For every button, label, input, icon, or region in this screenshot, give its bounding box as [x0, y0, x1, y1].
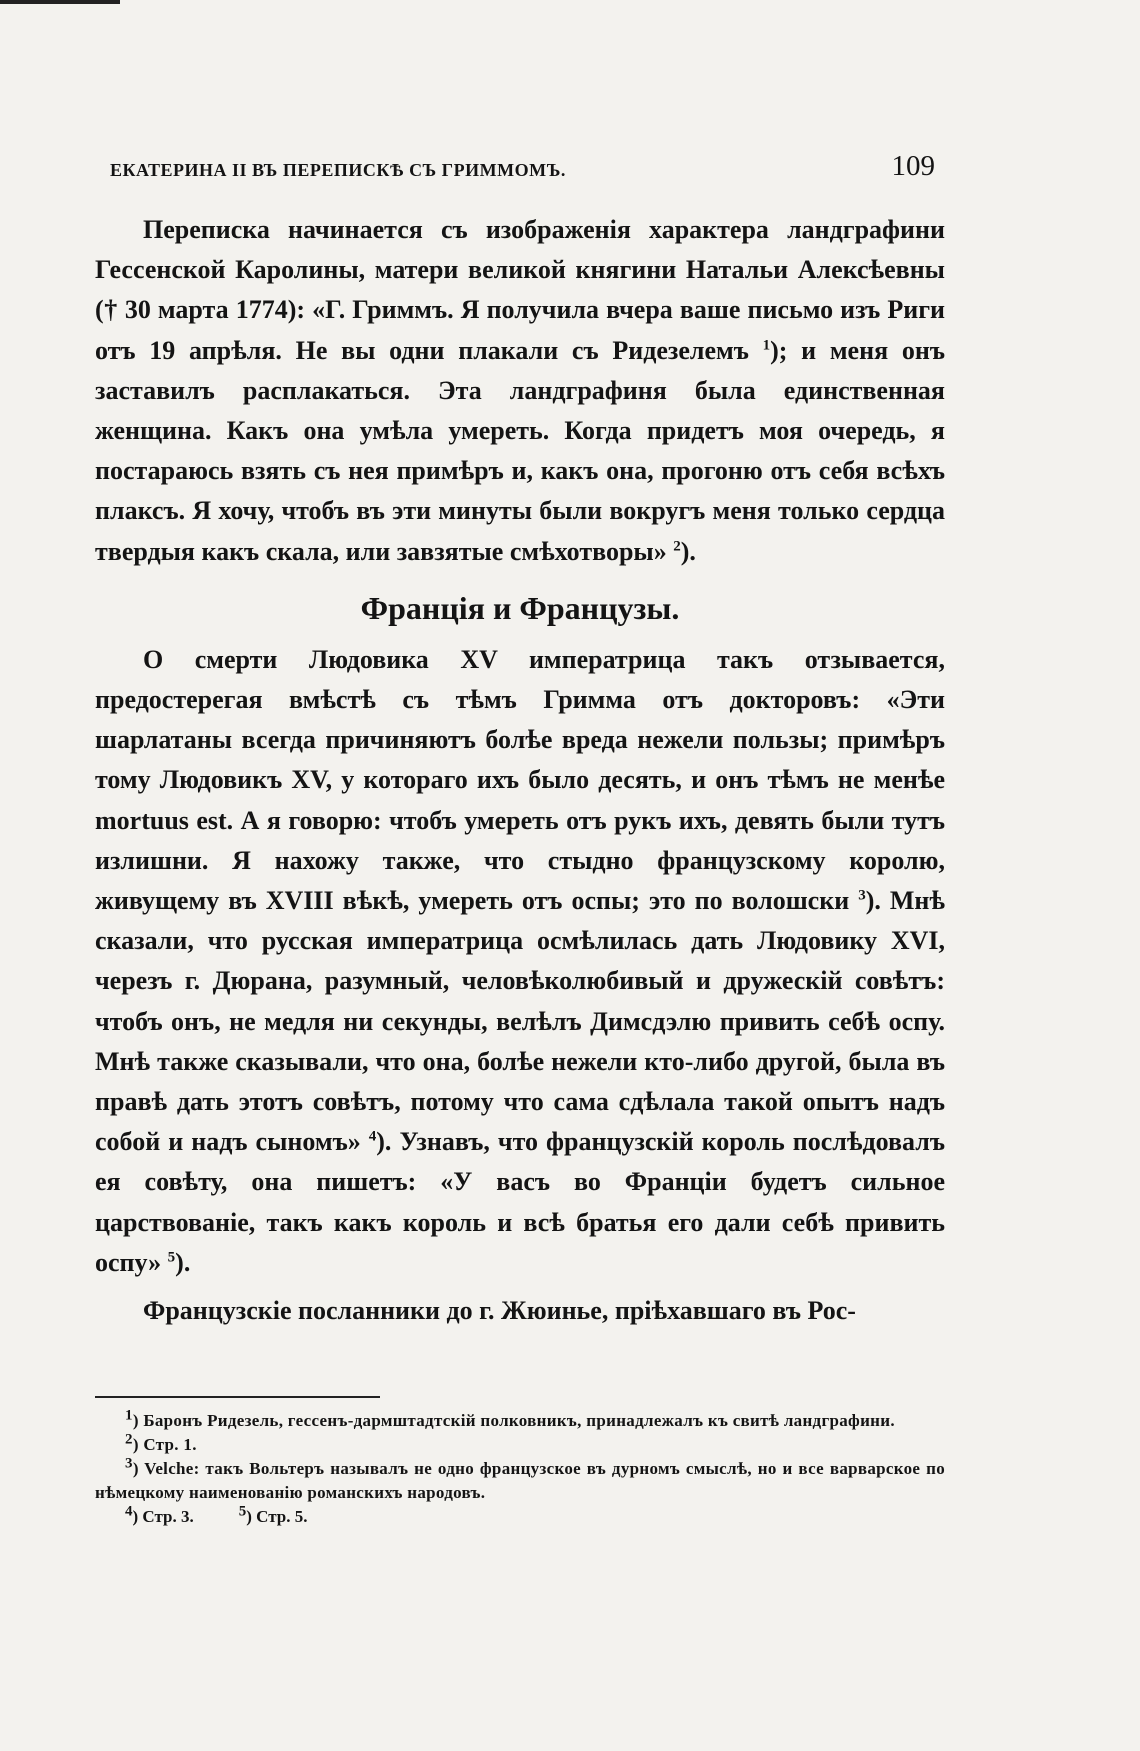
paragraph-1-text: Переписка начинается съ изображенія характера ландграфини Гессенской Каролины, матери великой княгини Натальи Алексѣевны († 30 марта 1774): «Г. Гриммъ. Я получила вчера ваше письмо изъ Риги отъ 19 апрѣля. Не вы одни плакали съ Ридезелемъ: [95, 215, 945, 365]
footnote-divider: [95, 1396, 380, 1398]
footnote-ref-5: 5: [167, 1249, 176, 1266]
footnote-ref-2: 2: [673, 537, 681, 554]
section-heading: Франція и Французы.: [360, 589, 680, 626]
footnote-2: [95, 1433, 945, 1457]
footnote-3: [95, 1457, 945, 1505]
footnote-4: [125, 1505, 194, 1529]
running-head: [95, 150, 945, 190]
footnote-3-text: ) Velche: такъ Вольтеръ называлъ не одно французское въ дурномъ смыслѣ, но и все варварское по нѣмецкому наименованію романскихъ народовъ.: [95, 1459, 945, 1502]
footnote-3-mark: 3: [125, 1455, 133, 1472]
footnote-ref-1: 1: [762, 336, 771, 353]
footnotes: [95, 1409, 945, 1529]
footnote-5: [239, 1505, 308, 1529]
paragraph-1-text-end: ).: [680, 536, 696, 566]
footnote-ref-4: 4: [368, 1128, 377, 1145]
footnote-1-text: ) Баронъ Ридезель, гессенъ-дармштадтскій полковникъ, принадлежалъ къ свитѣ ландграфини.: [132, 1411, 895, 1430]
paragraph-3: Французскіе посланники до г. Жюинье, пріѣхавшаго въ Рос-: [143, 1296, 856, 1326]
paragraph-2-text-b: ). Мнѣ сказали, что русская императрица осмѣлилась дать Людовику XVI, черезъ г. Дюрана, разумный, человѣколюбивый и дружескій совѣтъ: чтобъ онъ, не медля ни секунды, велѣлъ Димсдэлю привить себѣ оспу. Мнѣ также сказывали, что она, болѣе нежели кто-либо другой, была въ правѣ дать этотъ совѣтъ, потому что сама сдѣлала такой опытъ надъ собой и надъ сыномъ»: [95, 886, 945, 1157]
footnote-4-mark: 4: [125, 1503, 133, 1520]
running-title: ЕКАТЕРИНА II ВЪ ПЕРЕПИСКѢ СЪ ГРИММОМЪ.: [110, 160, 566, 180]
book-page: [95, 0, 945, 1751]
footnote-1: [95, 1409, 945, 1433]
paragraph-1: [95, 210, 945, 572]
footnote-2-text: ) Стр. 1.: [132, 1435, 197, 1454]
paragraph-2-text-d: ).: [175, 1247, 191, 1277]
paragraph-2-text-c: ). Узнавъ, что французскій король послѣдовалъ ея совѣту, она пишетъ: «У васъ во Франціи будетъ сильное царствованіе, такъ какъ король и всѣ братья его дали себѣ привить оспу»: [95, 1127, 945, 1277]
page-number: 109: [891, 150, 935, 182]
footnote-5-text: ) Стр. 5.: [246, 1507, 308, 1526]
paragraph-2-text-a: О смерти Людовика XV императрица такъ отзывается, предостерегая вмѣстѣ съ тѣмъ Гримма отъ докторовъ: «Эти шарлатаны всегда причиняютъ болѣе вреда нежели пользы; примѣръ тому Людовикъ XV, у котораго ихъ было десять, и онъ тѣмъ не менѣе mortuus est. А я говорю: чтобъ умереть отъ рукъ ихъ, девять были тутъ излишни. Я нахожу также, что стыдно французскому королю, живущему въ XVIII вѣкѣ, умереть отъ оспы; это по волошски: [95, 644, 945, 916]
footnote-4-text: ) Стр. 3.: [132, 1507, 194, 1526]
footnote-ref-3: 3: [858, 887, 866, 904]
paragraph-2: [95, 640, 945, 1283]
footnote-1-mark: 1: [125, 1407, 133, 1424]
paragraph-1-text-mid: ); и меня онъ заставилъ расплакаться. Эта ландграфиня была единственная женщина. Какъ она умѣла умереть. Когда придетъ моя очередь, я постараюсь взять съ нея примѣръ и, какъ она, прогоню отъ себя всѣхъ плаксъ. Я хочу, чтобъ въ эти минуты были вокругъ меня только сердца твердыя какъ скала, или завзятые смѣхотворы»: [95, 335, 945, 566]
footnote-2-mark: 2: [125, 1431, 133, 1448]
body-text: [95, 210, 945, 1331]
footnote-5-mark: 5: [238, 1503, 247, 1520]
footnote-row-4-5: [95, 1505, 945, 1529]
